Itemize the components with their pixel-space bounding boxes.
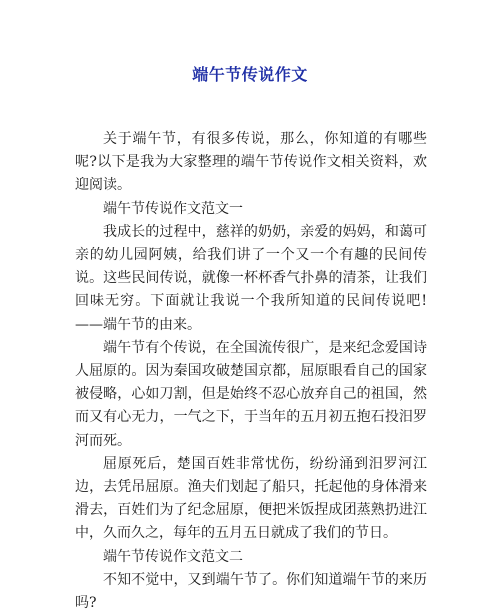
essay-2-heading: 端午节传说作文范文二 [103,548,243,565]
essay-1-paragraph-2: 端午节有个传说，在全国流传很广，是来纪念爱国诗人屈原的。因为秦国攻破楚国京都，屈原眼看自己的国家被侵略，心如刀割，但是始终不忍心放弃自己的祖国，然而又有心无力，一气之下，于当年的五月初五抱石投汨罗河而死。 [75,339,427,449]
essay-2-paragraph-1: 不知不觉中，又到端午节了。你们知道端午节的来历吗? [75,571,427,612]
essay-1-heading: 端午节传说作文范文一 [103,200,243,217]
document-body [75,128,427,615]
document-title: 端午节传说作文 [192,65,308,84]
essay-1-paragraph-3: 屈原死后，楚国百姓非常忧伤，纷纷涌到汨罗河江边，去凭吊屈原。渔夫们划起了船只，托起他的身体滑来滑去，百姓们为了纪念屈原，便把米饭捏成团蒸熟扔进江中，久而久之，每年的五月五日就成了我们的节日。 [75,455,427,542]
essay-1-paragraph-1: 我成长的过程中，慈祥的奶奶，亲爱的妈妈，和蔼可亲的幼儿园阿姨，给我们讲了一个又一个有趣的民间传说。这些民间传说，就像一杯杯香气扑鼻的清茶，让我们回味无穷。下面就让我说一个我所知道的民间传说吧!——端午节的由来。 [75,223,427,333]
intro-paragraph: 关于端午节，有很多传说，那么，你知道的有哪些呢?以下是我为大家整理的端午节传说作文相关资料，欢迎阅读。 [75,131,427,194]
